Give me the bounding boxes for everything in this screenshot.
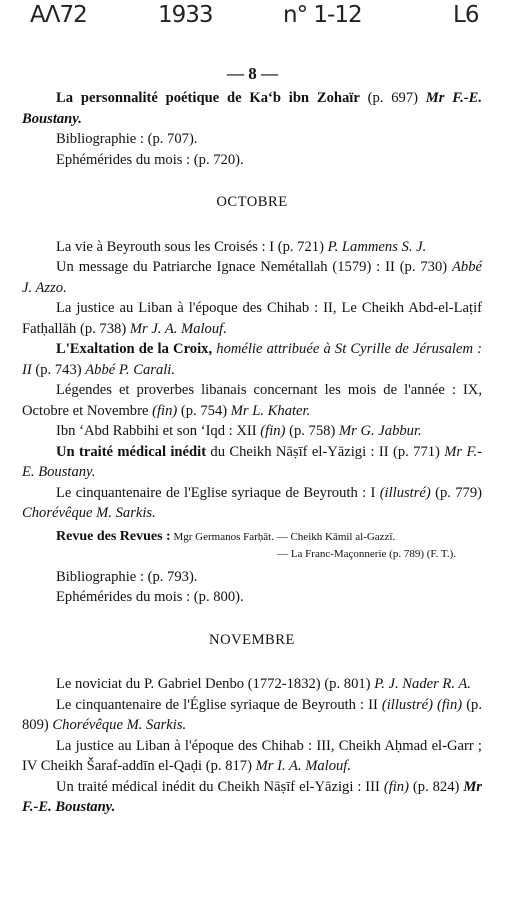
entry-author: Abbé J. Azzo. [22,259,482,296]
entry-title: du Cheikh Nāṣīf el-Yāzigi : II [210,443,389,460]
entry-author: P. J. Nader R. A. [374,676,471,692]
entry-page: (p. 721) [277,238,324,255]
entry-page: (p. 771) [392,443,440,460]
entry-page: (p. 817) [205,758,252,774]
bibliography-line: Bibliographie : (p. 793). [56,568,198,585]
entry-title: Le noviciat du P. Gabriel Denbo (1772-1832) [56,676,321,692]
bibliography-line: Bibliographie : (p. 707). [56,131,198,147]
entry-illustrated: (illustré) (fin) [381,696,463,713]
toc-entry [22,674,482,695]
entry-fin: (fin) [152,402,178,419]
entry-author: Abbé P. Carali. [85,361,175,378]
entry-illustrated: (illustré) [379,484,431,501]
section-heading-october: OCTOBRE [216,194,288,210]
entry-title: Le cinquantenaire de l'Église syriaque de Beyrouth : II [56,696,378,713]
handwritten-ref-left: ΑΛ72 [30,2,87,28]
entry-title: La justice au Liban à l'époque des Chihab : III, Cheikh Aḥmad el-Garr ; IV Cheikh Šaraf-addīn el-Qaḍi [22,737,482,774]
entry-author: Mr I. A. Malouf. [255,758,352,774]
entry-title: Le cinquantenaire de l'Eglise syriaque de Beyrouth : I [56,484,376,501]
entry-title: La vie à Beyrouth sous les Croisés : I [56,238,275,255]
entry-page: (p. 824) [412,778,460,795]
entry-subtitle: homélie attribuée à St Cyrille de Jérusalem : II [22,341,482,378]
toc-entry [22,257,482,298]
entry-author: Mr F.-E. Boustany. [22,778,482,815]
entry-author: Mr F.-E. Boustany. [22,443,482,480]
entry-title: Légendes et proverbes libanais concernant les mois de l'année : IX, Octobre et Novembre [22,382,482,419]
entry-author: Mr G. Jabbur. [338,423,422,439]
section-heading-november: NOVEMBRE [209,631,295,648]
entry-title: La personnalité poétique de Ka‘b ibn Zohaïr [56,90,360,106]
revue-line: — La Franc-Maçonnerie (p. 789) (F. T.). [277,547,456,560]
entry-author: P. Lammens S. J. [327,238,427,255]
entry-page: (p. 738) [79,320,127,337]
toc-entry [22,695,482,736]
entry-page: (p. 779) [435,484,482,501]
entry-page: (p. 801) [324,676,371,692]
entry-fin: (fin) [383,778,409,795]
entry-author: Mr L. Khater. [230,402,311,419]
toc-entry [22,421,482,442]
toc-entry [22,237,482,258]
entry-author: Mr J. A. Malouf. [129,320,227,337]
entry-page: (p. 743) [35,361,82,378]
revue-label: Revue des Revues : [56,528,171,544]
entry-author: Chorévêque M. Sarkis. [52,717,187,733]
toc-entry [22,380,482,421]
table-of-contents [22,88,482,818]
toc-entry [22,442,482,483]
toc-entry [22,483,482,524]
entry-author: Mr F.-E. Boustany. [22,90,482,127]
revue-des-revues [22,528,482,563]
entry-title: Un traité médical inédit du Cheikh Nāṣīf el-Yāzigi : III [56,778,380,795]
revue-line: Mgr Germanos Farḥāt. — Cheikh Kāmil al-Gazzī. [173,530,396,543]
entry-page: (p. 809) [22,696,482,733]
toc-entry [22,88,482,129]
entry-page: (p. 697) [367,90,418,106]
ephemerides-line: Ephémérides du mois : (p. 720). [56,151,244,168]
page-number: — 8 — [227,64,278,83]
ephemerides-line: Ephémérides du mois : (p. 800). [56,589,244,605]
handwritten-issue-range: n° 1-12 [283,2,362,28]
entry-title: Un message du Patriarche Ignace Nemétallah (1579) : II (p. 730) [56,259,448,275]
entry-title-bold: Un traité médical inédit [56,443,207,460]
toc-entry [22,777,482,818]
handwritten-year: 1933 [158,2,213,28]
entry-page: (p. 758) [289,423,336,439]
entry-page: (p. 754) [180,402,228,419]
entry-title: Ibn ‘Abd Rabbihi et son ‘Iqd : XII [56,423,257,439]
toc-entry [22,298,482,339]
toc-entry [22,339,482,380]
entry-author: Chorévêque M. Sarkis. [22,505,156,521]
entry-title: La justice au Liban à l'époque des Chihab : II, Le Cheikh Abd-el-Laṭif Fatḥallāh [22,300,482,337]
entry-title: L'Exaltation de la Croix, [56,341,213,357]
handwritten-ref-right: L6 [453,2,479,28]
entry-fin: (fin) [260,423,286,439]
toc-entry [22,736,482,777]
